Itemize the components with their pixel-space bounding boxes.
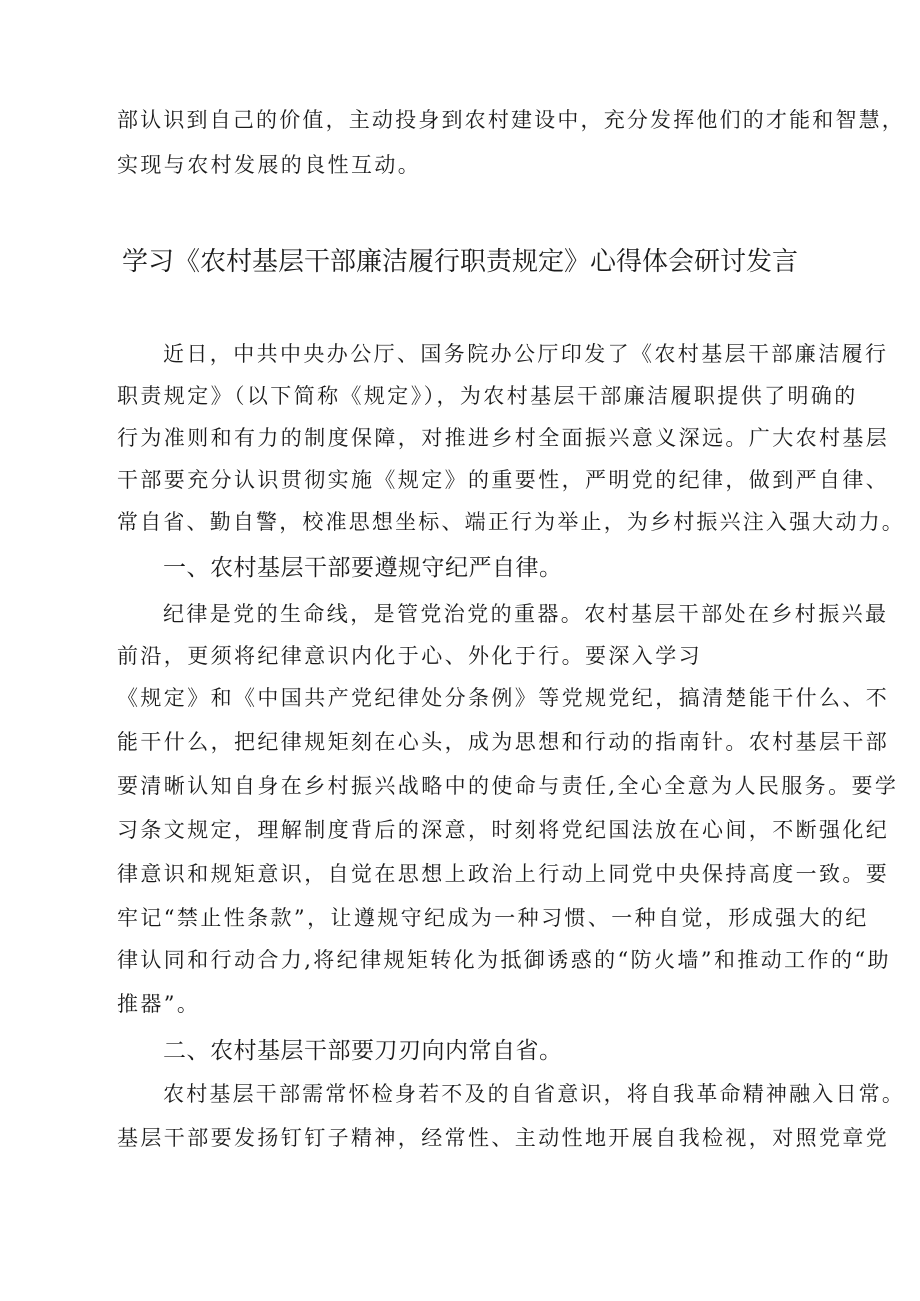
body-text-line: 推器”。 bbox=[117, 992, 201, 1016]
body-text-line: 要清晰认知自身在乡村振兴战略中的使命与责任,全心全意为人民服务。要学 bbox=[117, 774, 899, 798]
body-text-line: 职责规定》（以下简称《规定》），为农村基层干部廉洁履职提供了明确的 bbox=[117, 384, 858, 408]
body-text-line: 行为准则和有力的制度保障，对推进乡村全面振兴意义深远。广大农村基层 bbox=[117, 426, 890, 450]
body-text-line: 能干什么，把纪律规矩刻在心头，成为思想和行动的指南针。农村基层干部 bbox=[117, 730, 890, 754]
section-heading-1: 一、农村基层干部要遵规守纪严自律。 bbox=[163, 555, 563, 581]
body-text-line: 基层干部要发扬钉钉子精神，经常性、主动性地开展自我检视，对照党章党 bbox=[117, 1126, 890, 1150]
body-text-line: 干部要充分认识贯彻实施《规定》的重要性，严明党的纪律，做到严自律、 bbox=[117, 468, 890, 492]
body-text-line: 近日，中共中央办公厅、国务院办公厅印发了《农村基层干部廉洁履行 bbox=[163, 342, 889, 366]
body-text-line: 部认识到自己的价值，主动投身到农村建设中，充分发挥他们的才能和智慧， bbox=[117, 108, 905, 132]
body-text-line: 纪律是党的生命线，是管党治党的重器。农村基层干部处在乡村振兴最 bbox=[163, 602, 889, 626]
body-text-line: 律意识和规矩意识，自觉在思想上政治上行动上同党中央保持高度一致。要 bbox=[117, 862, 890, 886]
body-text-line: 常自省、勤自警，校准思想坐标、端正行为举止，为乡村振兴注入强大动力。 bbox=[117, 510, 905, 534]
body-text-line: 前沿，更须将纪律意识内化于心、外化于行。要深入学习 bbox=[117, 644, 702, 668]
body-text-line: 农村基层干部需常怀检身若不及的自省意识，将自我革命精神融入日常。 bbox=[163, 1082, 905, 1106]
body-text-line: 律认同和行动合力,将纪律规矩转化为抵御诱惑的“防火墙”和推动工作的“助 bbox=[117, 948, 891, 972]
body-text-line: 实现与农村发展的良性互动。 bbox=[117, 153, 422, 177]
body-text-line: 牢记“禁止性条款”，让遵规守纪成为一种习惯、一种自觉，形成强大的纪 bbox=[117, 906, 869, 930]
document-title: 学习《农村基层干部廉洁履行职责规定》心得体会研讨发言 bbox=[121, 247, 798, 277]
section-heading-2: 二、农村基层干部要刀刃向内常自省。 bbox=[163, 1038, 563, 1064]
body-text-line: 习条文规定，理解制度背后的深意，时刻将党纪国法放在心间，不断强化纪 bbox=[117, 818, 890, 842]
body-text-line: 《规定》和《中国共产党纪律处分条例》等党规党纪，搞清楚能干什么、不 bbox=[117, 686, 890, 710]
